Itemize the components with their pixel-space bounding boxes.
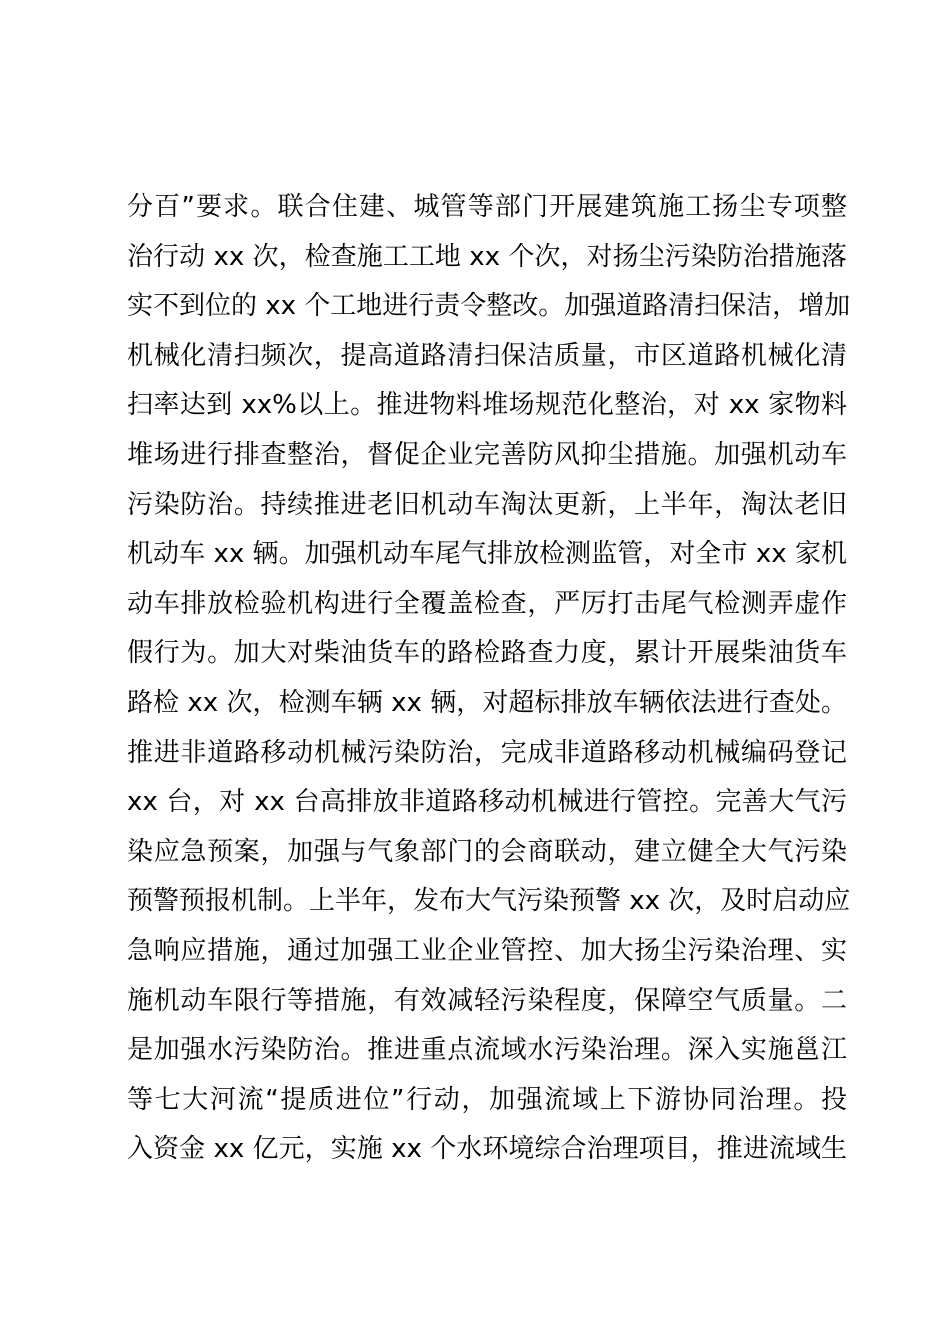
text-line-6: 堆场进行排查整治，督促企业完善防风抑尘措施。加强机动车 <box>127 439 847 470</box>
text-line-4: 机械化清扫频次，提高道路清扫保洁质量，市区道路机械化清 <box>127 340 847 371</box>
text-line-19: 等七大河流“提质进位”行动，加强流域上下游协同治理。投 <box>127 1084 847 1115</box>
text-line-1: 分百”要求。联合住建、城管等部门开展建筑施工扬尘专项整 <box>127 192 847 222</box>
text-line-2: 治行动 xx 次，检查施工工地 xx 个次，对扬尘污染防治措施落 <box>127 241 847 272</box>
text-line-8: 机动车 xx 辆。加强机动车尾气排放检测监管，对全市 xx 家机 <box>127 539 847 570</box>
text-line-17: 施机动车限行等措施，有效减轻污染程度，保障空气质量。二 <box>127 985 847 1016</box>
text-line-10: 假行为。加大对柴油货车的路检路查力度，累计开展柴油货车 <box>127 638 847 669</box>
text-line-18: 是加强水污染防治。推进重点流域水污染治理。深入实施邕江 <box>127 1035 847 1066</box>
text-line-9: 动车排放检验机构进行全覆盖检查，严厉打击尾气检测弄虚作 <box>127 588 847 619</box>
text-line-16: 急响应措施，通过加强工业企业管控、加大扬尘污染治理、实 <box>127 935 847 966</box>
text-line-12: 推进非道路移动机械污染防治，完成非道路移动机械编码登记 <box>127 737 847 768</box>
text-line-3: 实不到位的 xx 个工地进行责令整改。加强道路清扫保洁，增加 <box>127 291 851 322</box>
text-line-15: 预警预报机制。上半年，发布大气污染预警 xx 次，及时启动应 <box>127 886 851 917</box>
text-line-13: xx 台，对 xx 台高排放非道路移动机械进行管控。完善大气污 <box>127 787 847 818</box>
text-line-5: 扫率达到 xx%以上。推进物料堆场规范化整治，对 xx 家物料 <box>127 390 847 421</box>
body-paragraph <box>127 183 851 1175</box>
text-line-20: 入资金 xx 亿元，实施 xx 个水环境综合治理项目，推进流域生 <box>127 1134 847 1165</box>
text-line-14: 染应急预案，加强与气象部门的会商联动，建立健全大气污染 <box>127 836 847 867</box>
text-line-11: 路检 xx 次，检测车辆 xx 辆，对超标排放车辆依法进行查处。 <box>127 687 847 718</box>
text-line-7: 污染防治。持续推进老旧机动车淘汰更新，上半年，淘汰老旧 <box>127 489 847 520</box>
